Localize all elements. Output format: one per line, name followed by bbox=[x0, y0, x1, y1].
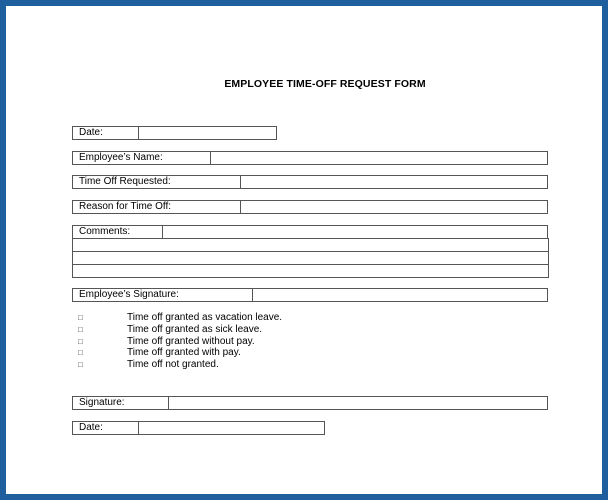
comments-label: Comments: bbox=[72, 225, 163, 239]
comments-input[interactable] bbox=[162, 225, 548, 239]
time-off-requested-label: Time Off Requested: bbox=[72, 175, 241, 189]
option-label: Time off granted with pay. bbox=[127, 347, 241, 359]
checkbox-icon[interactable]: □ bbox=[78, 336, 83, 346]
option-label: Time off granted as vacation leave. bbox=[127, 312, 283, 323]
signature-input[interactable] bbox=[168, 396, 548, 410]
option-label: Time off not granted. bbox=[127, 359, 219, 371]
reason-label: Reason for Time Off: bbox=[72, 200, 241, 214]
comments-line-2[interactable] bbox=[72, 238, 549, 252]
approval-date-label: Date: bbox=[72, 421, 139, 435]
employee-name-label: Employee’s Name: bbox=[72, 151, 211, 165]
signature-label: Signature: bbox=[72, 396, 169, 410]
checkbox-icon[interactable]: □ bbox=[78, 313, 83, 322]
date-label: Date: bbox=[72, 126, 139, 140]
employee-signature-label: Employee’s Signature: bbox=[72, 288, 253, 302]
comments-line-3[interactable] bbox=[72, 251, 549, 265]
approval-date-input[interactable] bbox=[138, 421, 325, 435]
time-off-requested-input[interactable] bbox=[240, 175, 548, 189]
employee-signature-input[interactable] bbox=[252, 288, 548, 302]
option-label: Time off granted without pay. bbox=[127, 335, 255, 347]
comments-line-4[interactable] bbox=[72, 264, 549, 278]
form-title: EMPLOYEE TIME-OFF REQUEST FORM bbox=[224, 78, 426, 90]
checkbox-icon[interactable]: □ bbox=[78, 348, 83, 358]
employee-name-input[interactable] bbox=[210, 151, 548, 165]
checkbox-icon[interactable]: □ bbox=[78, 324, 83, 334]
reason-input[interactable] bbox=[240, 200, 548, 214]
checkbox-icon[interactable]: □ bbox=[78, 360, 83, 370]
date-input[interactable] bbox=[138, 126, 277, 140]
option-label: Time off granted as sick leave. bbox=[127, 323, 263, 335]
